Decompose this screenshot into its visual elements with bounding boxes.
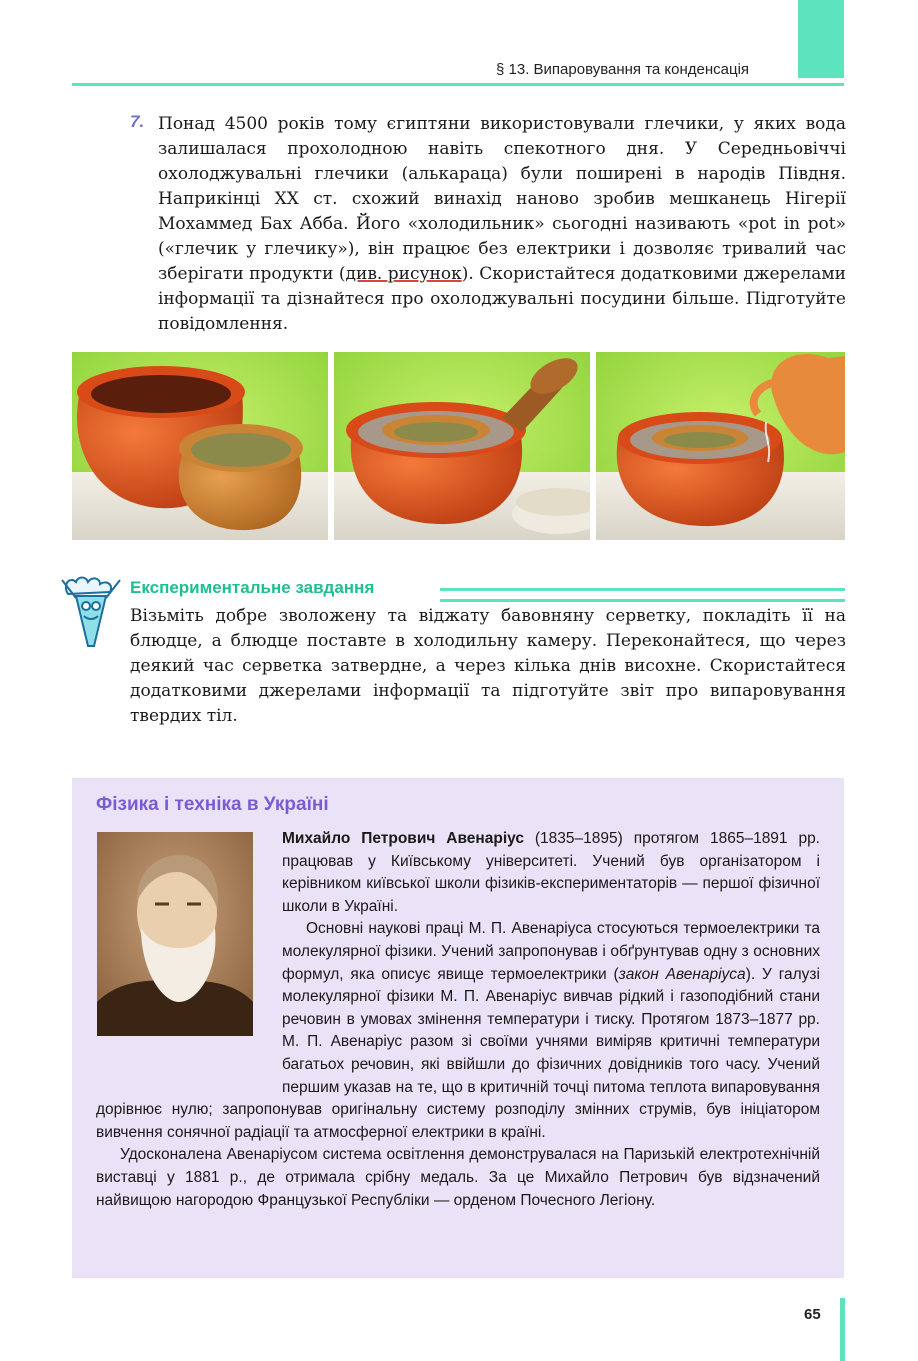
bio-paragraph-3: Удосконалена Авенаріусом система освітлення демонструвалася на Паризькій електротехнічній виставці у 1881 р., де отримала срібну медаль. За це Михайло Петрович був відзначений найвищою нагородою Французької Республіки — орденом Почесного Легіону. (96, 1146, 820, 1209)
experiment-mascot-icon (58, 572, 124, 650)
physics-in-ukraine-box (72, 778, 844, 1278)
avenarius-law: закон Авенаріуса (618, 965, 746, 983)
running-head-title: § 13. Випаровування та конденсація (496, 61, 750, 78)
pot-illustration-2 (334, 352, 590, 540)
task-7 (130, 112, 846, 337)
box-title: Фізика і техніка в Україні (96, 794, 329, 815)
bio-paragraph-1-rest: (1835–1895) протягом 1865–1891 рр. працював у Київському університеті. Учений був організатором і керівником київської школи фізиків-експериментаторів — першої фізичної школи в Україні. (282, 830, 820, 915)
scientist-name: Михайло Петрович Авенаріус (282, 830, 524, 847)
experiment-text: Візьміть добре зволожену та віджату бавовняну серветку, покладіть її на блюдце, а блюдце поставте в холодильну камеру. Переконайтеся, що через деякий час серветка затвердне, а через кілька днів висохне. Скористайтеся додатковими джерелами інформації та підготуйте звіт про випаровування твердих тіл. (130, 606, 846, 726)
pot-illustration-3 (596, 352, 845, 540)
biography-text (96, 828, 820, 1212)
pot-illustration-1 (72, 352, 328, 540)
bio-paragraph-2-end: ). У галузі молекулярної фізики М. П. Авенаріус вивчав рідкий і газоподібний стани речовин в умовах змінення температури і тиску. Протягом 1873–1877 рр. М. П. Авенаріус разом зі своїми учнями виміряв критичні температури багатьох речовин, які ввійшли до фізичних довідників того часу. Учений першим указав на те, що в критичній точці питома теплота випаровування дорівнює нулю; запропонував оригінальну систему розподілу змінних струмів, був ініціатором вивчення сонячної радіації та атмосферної електрики в країні. (96, 965, 820, 1141)
bio-paragraph-2-start: Основні наукові праці М. П. Авенаріуса стосуються термоелектрики та молекулярної фізики. Учений запропонував і обґрунтував одну з основних формул, яка описує явище термоелектрики ( (282, 920, 820, 983)
figure-reference-link[interactable]: див. рисунок (345, 264, 462, 284)
task-7-text-part2: ). Скористайтеся додатковими джерелами інформації та дізнайтеся про охолоджувальні посудини більше. Підготуйте повідомлення. (158, 264, 846, 334)
page-bottom-tab (840, 1298, 845, 1361)
page-corner-tab (798, 0, 844, 78)
header-divider (72, 83, 844, 86)
experiment-title: Експериментальне завдання (130, 578, 375, 597)
task-7-text-part1: Понад 4500 років тому єгиптяни використовували глечики, у яких вода залишалася прохолодною навіть спекотного дня. У Середньовіччі охолоджувальні глечики (алькараца) були поширені в народів Півдня. Наприкінці XX ст. схожий винахід наново зробив мешканець Нігерії Мохаммед Бах Абба. Його «холодильник» сьогодні називають «pot in pot» («глечик у глечику»), він працює без електрики і дозволяє тривалий час зберігати продукти ( (158, 114, 846, 284)
experiment-title-rule (440, 588, 845, 602)
task-7-text (158, 112, 846, 337)
page-number: 65 (804, 1306, 821, 1323)
task-number: 7. (130, 112, 145, 131)
